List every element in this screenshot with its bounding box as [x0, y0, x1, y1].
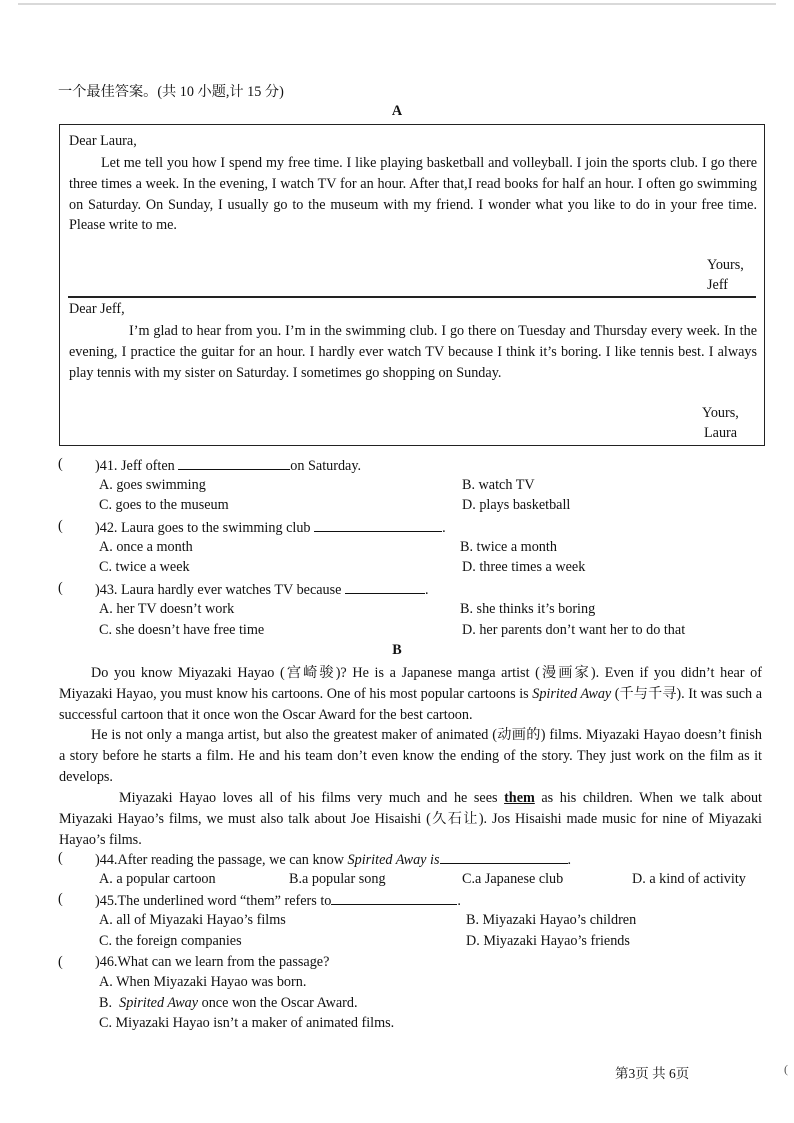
letter1-closing: Yours,	[707, 257, 744, 273]
q43-option-a[interactable]: A. her TV doesn’t work	[99, 601, 235, 617]
letters-box	[59, 124, 765, 446]
paragraph-1-text-end: (千与千寻). It was such a successful cartoon that it once won the Oscar Award for the best cartoon.	[59, 685, 763, 723]
section-a-label: A	[391, 103, 403, 119]
scan-top-edge	[18, 3, 776, 5]
q41-option-d[interactable]: D. plays basketball	[462, 497, 571, 513]
passage-paragraph-1	[59, 663, 762, 725]
q45-option-b[interactable]: B. Miyazaki Hayao’s children	[466, 912, 637, 928]
letter1-body: Let me tell you how I spend my free time. I like playing basketball and volleyball. I join the sports club. I go there three times a week. In the evening, I watch TV for an hour. After that,I read books for half an hour. I often go swimming on Saturday. On Sunday, I usually go to the museum with my friend. I wonder what you like to do in your free time. Please write to me.	[69, 155, 757, 234]
q42-stem-text: )42. Laura goes to the swimming club	[95, 520, 315, 536]
q44-stem-end: .	[567, 852, 572, 868]
q41-answer-blank[interactable]	[178, 456, 290, 470]
q46-option-b[interactable]	[99, 995, 358, 1012]
q44-paren: (	[58, 850, 63, 866]
q45-stem	[95, 891, 461, 910]
q45-option-c[interactable]: C. the foreign companies	[99, 933, 242, 949]
q42-option-c[interactable]: C. twice a week	[99, 559, 190, 575]
page-number: 第3页 共 6页	[615, 1066, 690, 1081]
q46-paren: (	[58, 954, 63, 970]
passage-paragraph-3	[59, 788, 762, 850]
q41-stem-text: )41. Jeff often	[95, 458, 179, 474]
q44-option-a[interactable]: A. a popular cartoon	[99, 871, 216, 887]
q43-stem-end: .	[425, 582, 429, 598]
q42-paren: (	[58, 518, 63, 534]
q44-stem-text: )44.After reading the passage, we can know	[95, 852, 348, 868]
q41-option-b[interactable]: B. watch TV	[462, 477, 535, 493]
q42-option-d[interactable]: D. three times a week	[462, 559, 586, 575]
q44-answer-blank[interactable]	[440, 850, 568, 864]
q46-option-b-letter: B.	[99, 995, 120, 1011]
q41-option-c[interactable]: C. goes to the museum	[99, 497, 229, 513]
letters-divider	[68, 296, 756, 298]
q45-stem-end: .	[457, 893, 461, 909]
letter2-signature: Laura	[704, 425, 738, 441]
q43-stem	[95, 580, 429, 599]
section-instruction: 一个最佳答案。(共 10 小题,计 15 分)	[58, 84, 284, 100]
q44-stem	[95, 850, 571, 869]
letter1-greeting: Dear Laura,	[69, 133, 137, 149]
q41-option-a[interactable]: A. goes swimming	[99, 477, 206, 493]
letter1-signature: Jeff	[707, 277, 729, 293]
q45-paren: (	[58, 891, 63, 907]
q45-option-a[interactable]: A. all of Miyazaki Hayao’s films	[99, 912, 286, 928]
q44-stem-italic: Spirited Away is	[347, 852, 440, 868]
spirited-away-title: Spirited Away	[532, 685, 612, 702]
passage-paragraph-2: He is not only a manga artist, but also the greatest maker of animated (动画的) films. Miyazaki Hayao doesn’t finish a story before he starts a film. He and his team don’t even know the ending of the story. They just work on the film as it develops.	[59, 727, 762, 785]
q42-option-b[interactable]: B. twice a month	[460, 539, 557, 555]
q41-stem	[95, 456, 361, 475]
q43-option-c[interactable]: C. she doesn’t have free time	[99, 622, 265, 638]
q43-option-b[interactable]: B. she thinks it’s boring	[460, 601, 596, 617]
q46-option-b-text: once won the Oscar Award.	[198, 995, 358, 1011]
q43-stem-text: )43. Laura hardly ever watches TV because	[95, 582, 346, 598]
paragraph-1-text: Do you know Miyazaki Hayao (宫崎骏)? He is a Japanese manga artist (漫画家). Even if you didn’t hear of Miyazaki Hayao, you must know his cartoons. One of his most popular cartoons is	[59, 665, 762, 702]
q46-option-b-title: Spirited Away	[119, 995, 199, 1011]
q46-stem: )46.What can we learn from the passage?	[95, 954, 330, 970]
q41-stem-end: on Saturday.	[290, 458, 362, 474]
letter2-body: I’m glad to hear from you. I’m in the swimming club. I go there on Tuesday and Thursday every week. In the evening, I practice the guitar for an hour. I hardly ever watch TV because I think it’s boring. I like tennis best. I always play tennis with my sister on Saturday. I sometimes go shopping on Sunday.	[69, 323, 757, 381]
q46-option-c[interactable]: C. Miyazaki Hayao isn’t a maker of animated films.	[99, 1015, 395, 1031]
q42-stem	[95, 518, 446, 537]
q44-option-b[interactable]: B.a popular song	[289, 871, 386, 887]
q42-answer-blank[interactable]	[314, 518, 442, 532]
letter2-greeting: Dear Jeff,	[69, 301, 125, 317]
section-b-label: B	[392, 642, 402, 658]
q45-stem-text: )45.The underlined word “them” refers to	[95, 893, 332, 909]
underlined-word-them: them	[504, 790, 535, 806]
q43-answer-blank[interactable]	[345, 580, 425, 594]
q45-option-d[interactable]: D. Miyazaki Hayao’s friends	[466, 933, 630, 949]
letter2-closing: Yours,	[702, 405, 739, 421]
q46-option-a[interactable]: A. When Miyazaki Hayao was born.	[99, 974, 307, 990]
q42-option-a[interactable]: A. once a month	[99, 539, 193, 555]
q41-paren: (	[58, 456, 63, 472]
q44-option-d[interactable]: D. a kind of activity	[632, 871, 746, 887]
edge-mark: (	[784, 1062, 788, 1076]
q43-paren: (	[58, 580, 63, 596]
paragraph-3-text-end: as his children. When we talk about Miyazaki Hayao’s films, we must also talk about Joe Hisaishi (久石让). Jos Hisaishi made music for nine of Miyazaki Hayao’s films.	[59, 790, 762, 848]
q43-option-d[interactable]: D. her parents don’t want her to do that	[462, 622, 686, 638]
q42-stem-end: .	[442, 520, 446, 536]
paragraph-3-text: Miyazaki Hayao loves all of his films very much and he sees	[119, 790, 505, 806]
q45-answer-blank[interactable]	[331, 891, 457, 905]
q44-option-c[interactable]: C.a Japanese club	[462, 871, 564, 887]
